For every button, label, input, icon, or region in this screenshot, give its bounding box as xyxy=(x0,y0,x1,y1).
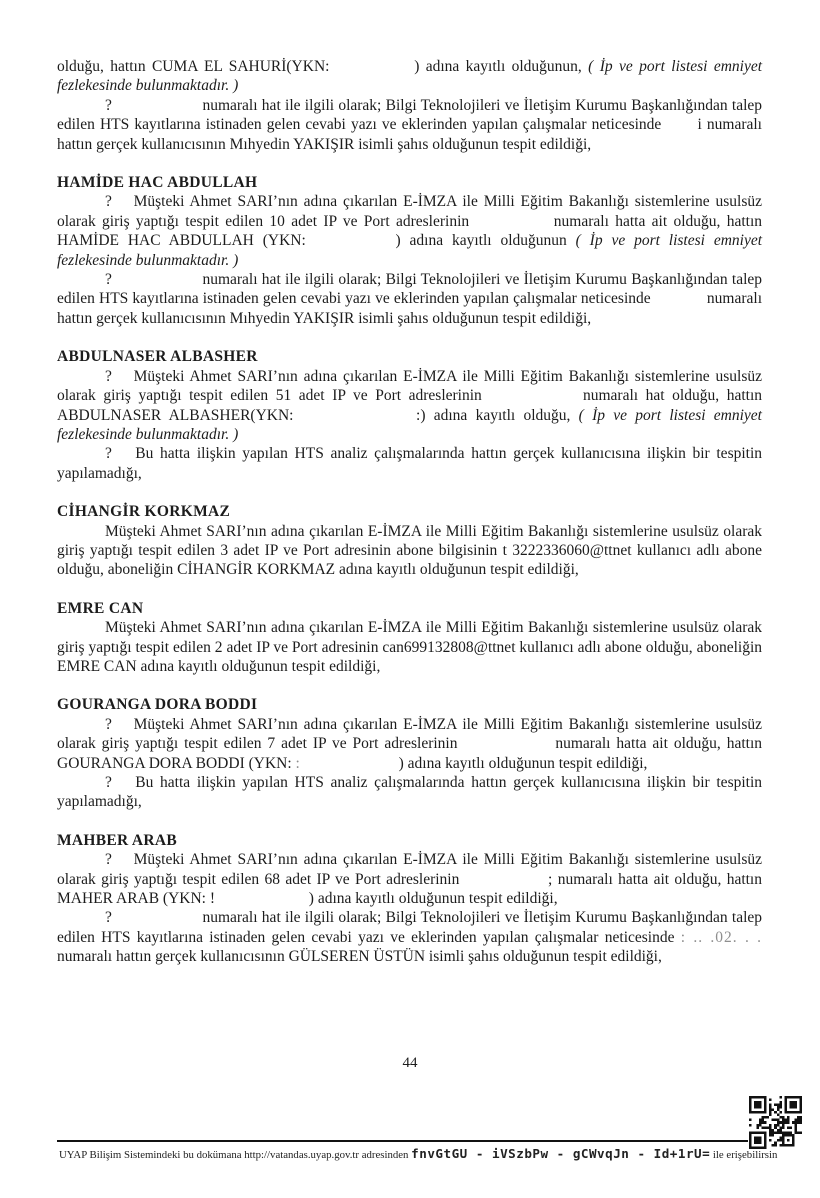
text-segment: :) adına kayıtlı olduğu, xyxy=(416,406,579,424)
text-segment: ) adına kayıtlı olduğunun tespit edildiği, xyxy=(398,754,648,772)
text-segment: ? xyxy=(105,96,112,114)
text-segment: ) adına kayıtlı olduğunun xyxy=(395,232,576,250)
text-segment: ) adına kayıtlı olduğunun, xyxy=(414,58,589,75)
redacted-gap xyxy=(302,418,408,420)
redacted-gap xyxy=(489,398,575,400)
redacted-gap xyxy=(219,901,305,903)
text-segment: Müşteki Ahmet SARI’nın adına çıkarılan E-İMZA ile Milli Eğitim Bakanlığı sistemlerine usulsüz olarak giriş yaptığı tespit edilen 2 adet IP ve Port adresinin can699132808@ttnet kullanıcı adlı abone olduğu, aboneliğin EMRE CAN adına kayıtlı olduğunun tespit edildiği, xyxy=(57,619,762,675)
text-segment: Bu hatta ilişkin yapılan HTS analiz çalışmalarında hattın gerçek kullanıcısına ilişkin bir tespitin yapılamadığı, xyxy=(57,774,763,811)
text-segment: ( İp ve port listesi emniyet fezlekesinde bulunmaktadır. ) xyxy=(57,406,762,443)
redacted-gap xyxy=(336,69,408,71)
redacted-gap xyxy=(655,301,703,303)
text-segment: numaralı hat olduğu, hattın ABDULNASER ALBASHER(YKN: xyxy=(57,387,762,424)
text-segment: numaralı hat ile ilgili olarak; Bilgi Teknolojileri ve İletişim Kurumu Başkanlığından talep edilen HTS kayıtlarına istinaden gelen cevabi yazı ve eklerinden yapılan çalışmalar neticesinde xyxy=(57,909,763,946)
section-heading-hamide-hac-abdullah: HAMİDE HAC ABDULLAH xyxy=(57,174,258,192)
redacted-gap xyxy=(116,282,198,284)
section-heading-mahber-arab: MAHBER ARAB xyxy=(57,831,177,849)
text-segment: ? xyxy=(105,851,112,869)
paragraph xyxy=(57,618,762,676)
paragraph xyxy=(57,773,762,812)
page-number: 44 xyxy=(402,1055,418,1071)
text-segment: numaralı hat ile ilgili olarak; Bilgi Teknolojileri ve İletişim Kurumu Başkanlığından talep edilen HTS kayıtlarına istinaden gelen cevabi yazı ve eklerinden yapılan çalışmalar neticesinde xyxy=(57,96,763,134)
footer-access-code: fnvGtGU - iVSzbPw - gCWvqJn - Id+1rU= xyxy=(411,1146,711,1161)
text-segment: ( İp ve port listesi emniyet fezlekesinde bulunmaktadır. ) xyxy=(57,232,763,269)
section-gouranga-dora-boddi xyxy=(57,695,762,811)
paragraph xyxy=(57,444,762,483)
section-cihangir-korkmaz xyxy=(57,502,762,580)
text-segment: ) adına kayıtlı olduğunun tespit edildiği, xyxy=(308,890,558,908)
text-segment: numaralı hat ile ilgili olarak; Bilgi Teknolojileri ve İletişim Kurumu Başkanlığından talep edilen HTS kayıtlarına istinaden gelen cevabi yazı ve eklerinden yapılan çalışmalar neticesinde xyxy=(57,271,763,308)
section-heading-cihangir-korkmaz: CİHANGİR KORKMAZ xyxy=(57,503,231,521)
redacted-gap xyxy=(463,746,549,748)
redacted-gap xyxy=(666,127,692,129)
redacted-gap xyxy=(315,243,387,245)
text-segment: ? xyxy=(105,193,112,211)
section-abdulnaser-albasher xyxy=(57,347,762,483)
text-segment: numaralı hatta ait olduğu, hattın GOURANGA DORA BODDI (YKN: xyxy=(57,735,763,772)
footer-access-text: UYAP Bilişim Sistemindeki bu dokümana http://vatandas.uyap.gov.tr adresinden xyxy=(59,1149,412,1161)
text-segment: ? xyxy=(105,909,112,927)
section-mahber-arab xyxy=(57,831,762,967)
qr-code xyxy=(749,1096,802,1149)
section-heading-abdulnaser-albasher: ABDULNASER ALBASHER xyxy=(57,348,258,366)
redaction-remnant: : .. .02. . . xyxy=(680,928,762,946)
document-body xyxy=(57,57,762,967)
paragraph xyxy=(57,522,762,580)
footer xyxy=(59,1146,819,1161)
paragraph xyxy=(57,850,762,908)
redacted-gap xyxy=(118,204,128,206)
text-segment: Müşteki Ahmet SARI’nın adına çıkarılan E-İMZA ile Milli Eğitim Bakanlığı sistemlerine usulsüz olarak giriş yaptığı tespit edilen 68 adet IP ve Port adreslerinin xyxy=(57,851,762,888)
text-segment: i numaralı hattın gerçek kullanıcısının Mıhyedin YAKIŞIR isimli şahıs olduğunun tespit edildiği, xyxy=(57,116,762,153)
text-segment: ( İp ve port listesi emniyet fezlekesinde bulunmaktadır. ) xyxy=(57,58,763,95)
text-segment: ? xyxy=(105,715,112,733)
section-hamide-hac-abdullah xyxy=(57,173,762,328)
redacted-gap xyxy=(475,224,547,226)
text-segment: ? xyxy=(105,367,112,385)
paragraph xyxy=(57,715,762,773)
text-segment: Müşteki Ahmet SARI’nın adına çıkarılan E-İMZA ile Milli Eğitim Bakanlığı sistemlerine usulsüz olarak giriş yaptığı tespit edilen 7 adet IP ve Port adreslerinin xyxy=(57,715,762,753)
text-segment: ? xyxy=(105,445,112,463)
section-heading-emre-can: EMRE CAN xyxy=(57,599,144,617)
redacted-gap xyxy=(305,766,395,768)
redacted-gap xyxy=(119,785,129,787)
text-segment: numaralı hattın gerçek kullanıcısının Mıhyedin YAKIŞIR isimli şahıs olduğunun tespit edildiği, xyxy=(57,290,762,327)
section-emre-can xyxy=(57,599,762,677)
redacted-gap xyxy=(116,108,198,110)
text-segment: ? xyxy=(105,271,112,289)
text-segment: Müşteki Ahmet SARI’nın adına çıkarılan E-İMZA ile Milli Eğitim Bakanlığı sistemlerine usulsüz olarak giriş yaptığı tespit edilen 10 adet IP ve Port adreslerinin xyxy=(57,193,762,230)
text-segment: Müşteki Ahmet SARI’nın adına çıkarılan E-İMZA ile Milli Eğitim Bakanlığı sistemlerine usulsüz olarak giriş yaptığı tespit edilen 51 adet IP ve Port adreslerinin xyxy=(57,367,762,405)
paragraph xyxy=(57,192,762,270)
section-heading-gouranga-dora-boddi: GOURANGA DORA BODDI xyxy=(57,696,258,714)
redacted-gap xyxy=(119,456,129,458)
text-segment: ; numaralı hatta ait olduğu, hattın MAHER ARAB (YKN: ! xyxy=(57,870,762,908)
paragraph xyxy=(57,270,762,328)
redacted-gap xyxy=(118,727,128,729)
footer-divider xyxy=(57,1140,748,1142)
paragraph xyxy=(57,908,762,966)
redacted-gap xyxy=(116,920,198,922)
text-segment: ? xyxy=(105,774,112,791)
text-segment: numaralı hattın gerçek kullanıcısının GÜLSEREN ÜSTÜN isimli şahıs olduğunun tespit edildiği, xyxy=(57,948,662,966)
text-segment: Bu hatta ilişkin yapılan HTS analiz çalışmalarında hattın gerçek kullanıcısına ilişkin bir tespitin yapılamadığı, xyxy=(57,445,763,482)
redacted-gap xyxy=(465,882,543,884)
text-segment: numaralı hatta ait olduğu, hattın HAMİDE HAC ABDULLAH (YKN: xyxy=(57,212,763,250)
redacted-gap xyxy=(118,862,128,864)
redacted-gap xyxy=(118,379,128,381)
text-segment: Müşteki Ahmet SARI’nın adına çıkarılan E-İMZA ile Milli Eğitim Bakanlığı sistemlerine usulsüz olarak giriş yaptığı tespit edilen 3 adet IP ve Port adresinin abone bilgisinin t 3222336060@ttnet kullanıcı adlı abone olduğu, aboneliğin CİHANGİR KORKMAZ adına kayıtlı olduğunun tespit edildiği, xyxy=(57,522,762,579)
paragraph xyxy=(57,367,762,445)
footer-access-suffix: ile erişebilirsin xyxy=(710,1149,778,1161)
paragraph xyxy=(57,57,762,96)
paragraph xyxy=(57,96,762,154)
redaction-remnant: : xyxy=(295,754,301,772)
text-segment: olduğu, hattın CUMA EL SAHURİ(YKN: xyxy=(57,58,330,75)
section-cuma-el-sahuri xyxy=(57,57,762,154)
